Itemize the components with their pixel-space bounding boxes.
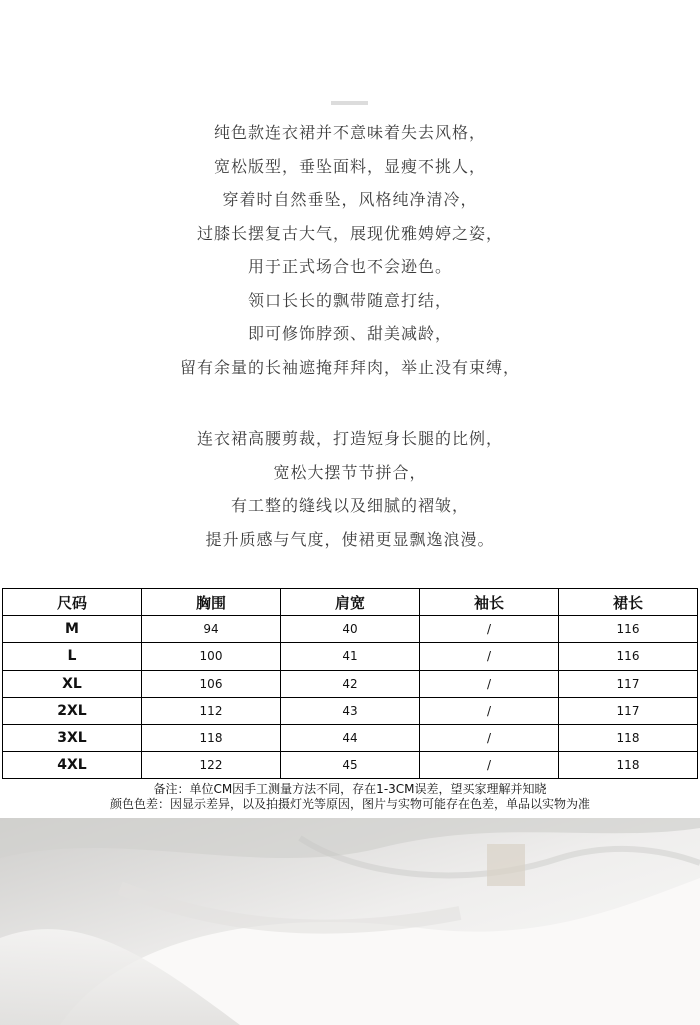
description-line: 连衣裙高腰剪裁，打造短身长腿的比例， <box>196 429 503 448</box>
size-notes <box>0 782 700 812</box>
header-size: 尺码 <box>3 589 142 616</box>
description-line: 用于正式场合也不会逊色。 <box>247 257 452 276</box>
size-cell: L <box>3 643 142 670</box>
bust-cell: 106 <box>142 670 281 697</box>
shoulder-cell: 42 <box>281 670 420 697</box>
description-line: 提升质感与气度，使裙更显飘逸浪漫。 <box>205 529 495 549</box>
length-cell: 117 <box>559 670 698 697</box>
description-line: 纯色款连衣裙并不意味着失去风格， <box>213 123 486 142</box>
sleeve-cell: / <box>420 752 559 779</box>
sleeve-cell: / <box>420 724 559 751</box>
size-cell: XL <box>3 670 142 697</box>
table-row <box>3 697 698 724</box>
length-cell: 118 <box>559 752 698 779</box>
size-chart-table <box>2 588 698 779</box>
size-cell: 3XL <box>3 724 142 751</box>
color-note: 颜色色差：因显示差异，以及拍摄灯光等原因，图片与实物可能存在色差，单品以实物为准 <box>109 797 590 811</box>
shoulder-cell: 40 <box>281 616 420 643</box>
description-line: 过膝长摆复古大气，展现优雅娉婷之姿， <box>196 223 503 243</box>
size-cell: M <box>3 616 142 643</box>
header-bust: 胸围 <box>142 589 281 616</box>
decorative-divider <box>331 101 368 105</box>
paragraph-gap <box>0 384 700 422</box>
description-line: 宽松大摆节节拼合， <box>273 462 427 482</box>
product-description <box>0 116 700 556</box>
bust-cell: 112 <box>142 697 281 724</box>
description-line: 宽松版型，垂坠面料，显瘦不挑人， <box>213 156 486 176</box>
header-shoulder: 肩宽 <box>281 589 420 616</box>
table-row <box>3 643 698 670</box>
sleeve-cell: / <box>420 697 559 724</box>
bust-cell: 100 <box>142 643 281 670</box>
table-row <box>3 752 698 779</box>
fabric-drape-image <box>0 818 700 1025</box>
table-row <box>3 670 698 697</box>
product-fabric-photo <box>0 818 700 1025</box>
shoulder-cell: 44 <box>281 724 420 751</box>
bust-cell: 122 <box>142 752 281 779</box>
size-chart-header-row <box>3 589 698 616</box>
shoulder-cell: 41 <box>281 643 420 670</box>
sleeve-cell: / <box>420 616 559 643</box>
description-line: 留有余量的长袖遮掩拜拜肉，举止没有束缚， <box>179 357 520 377</box>
length-cell: 118 <box>559 724 698 751</box>
description-line: 即可修饰脖颈、甜美减龄， <box>247 324 452 343</box>
bust-cell: 118 <box>142 724 281 751</box>
sleeve-cell: / <box>420 670 559 697</box>
description-line: 穿着时自然垂坠，风格纯净清冷， <box>222 190 478 209</box>
size-cell: 2XL <box>3 697 142 724</box>
bust-cell: 94 <box>142 616 281 643</box>
size-cell: 4XL <box>3 752 142 779</box>
description-line: 领口长长的飘带随意打结， <box>247 290 452 310</box>
sleeve-cell: / <box>420 643 559 670</box>
shoulder-cell: 43 <box>281 697 420 724</box>
header-length: 裙长 <box>559 589 698 616</box>
length-cell: 116 <box>559 616 698 643</box>
header-sleeve: 袖长 <box>420 589 559 616</box>
length-cell: 116 <box>559 643 698 670</box>
length-cell: 117 <box>559 697 698 724</box>
shoulder-cell: 45 <box>281 752 420 779</box>
table-row <box>3 616 698 643</box>
description-line: 有工整的缝线以及细腻的褶皱， <box>230 496 469 515</box>
table-row <box>3 724 698 751</box>
measurement-note: 备注：单位CM因手工测量方法不同，存在1-3CM误差，望买家理解并知晓 <box>153 782 547 796</box>
